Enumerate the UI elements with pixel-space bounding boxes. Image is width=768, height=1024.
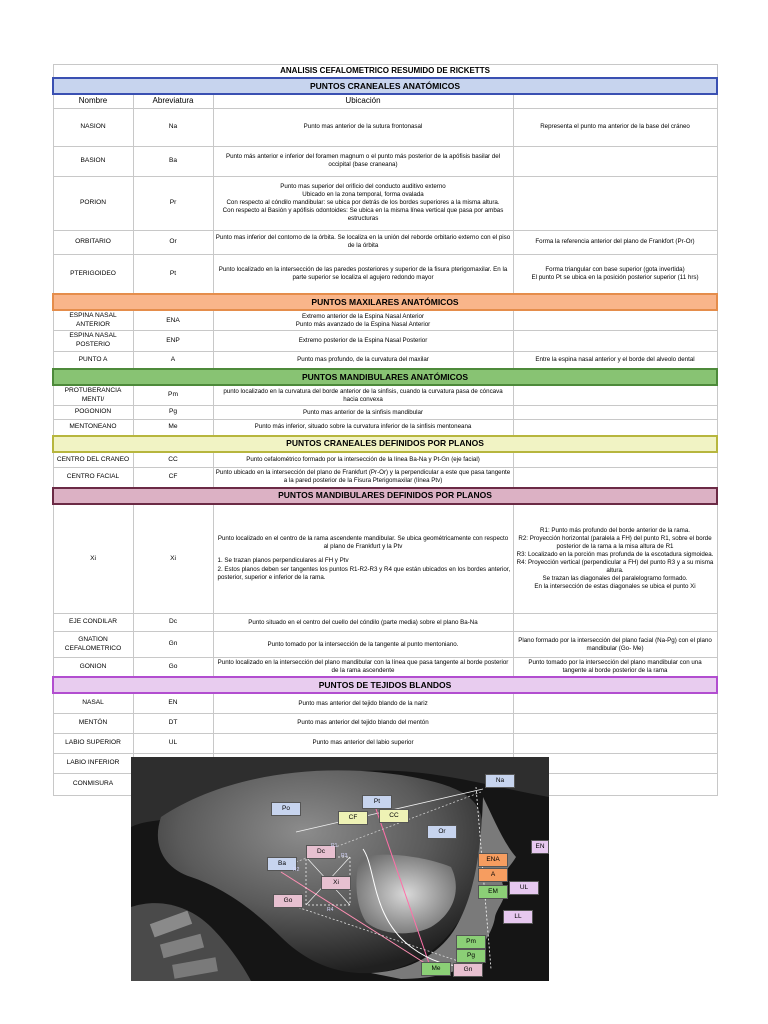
label-cc: CC <box>379 809 409 823</box>
xi-r3: R3: Localizado en la porción mas profunda de la escotadura sigmoidea. <box>516 550 714 558</box>
label-r4: R4 <box>327 907 334 913</box>
label-pg: Pg <box>456 949 486 963</box>
row-abbr: Pt <box>133 254 213 294</box>
row-abbr: CF <box>133 468 213 488</box>
row-location: Punto mas profundo, de la curvatura del maxilar <box>213 351 513 369</box>
xi-r1: R1: Punto más profundo del borde anterior de la rama. <box>540 526 690 534</box>
section-maxilares: PUNTOS MAXILARES ANATÓMICOS <box>53 294 717 310</box>
row-abbr: Me <box>133 420 213 436</box>
row-name: BASION <box>53 146 133 176</box>
row-note <box>513 331 717 351</box>
row-note <box>513 713 717 733</box>
header-nombre: Nombre <box>53 94 133 108</box>
row-name: PTERIGOIDEO <box>53 254 133 294</box>
table-row <box>53 614 717 632</box>
table-row <box>53 230 717 254</box>
row-name: GNATION CEFALOMETRICO <box>53 632 133 658</box>
label-ll: LL <box>503 910 533 924</box>
table-row <box>53 310 717 331</box>
row-location: Punto localizado en la intersección del plano mandibular con la línea que pasa tangente al borde posterior de la rama ascendente <box>213 658 513 678</box>
row-abbr: Na <box>133 108 213 146</box>
label-or: Or <box>427 825 457 839</box>
row-name: NASAL <box>53 693 133 713</box>
pterigoideo-note-2: El punto Pt se ubica en la posición posterior superior (11 hrs) <box>531 274 699 282</box>
label-pm: Pm <box>456 935 486 949</box>
ricketts-table <box>52 64 718 796</box>
label-gn: Gn <box>453 963 483 977</box>
label-r3: R3 <box>341 853 348 859</box>
row-abbr: ENA <box>133 310 213 331</box>
xi-r4: R4: Proyección vertical (perpendicular a FH) del punto R3 y a su misma altura. <box>516 558 714 574</box>
row-abbr: Pm <box>133 385 213 406</box>
row-note <box>513 693 717 713</box>
table-row <box>53 146 717 176</box>
row-location: Punto más inferior, situado sobre la curvatura inferior de la sinfisis mentoneana <box>213 420 513 436</box>
label-pt: Pt <box>362 795 392 809</box>
section-mandibulares: PUNTOS MANDIBULARES ANATÓMICOS <box>53 369 717 385</box>
porion-line-2: Ubicado en la zona temporal, forma ovalada <box>302 191 424 199</box>
table-row <box>53 406 717 420</box>
row-name: LABIO SUPERIOR <box>53 733 133 753</box>
label-a: A <box>478 868 508 882</box>
row-name: POGONION <box>53 406 133 420</box>
xi-description: Punto localizado en el centro de la rama ascendente mandibular. Se ubica geométricamente con respecto al plano de Frankfurt y la Ptv <box>217 534 509 550</box>
row-location: Punto mas anterior del labio superior <box>213 733 513 753</box>
page-title: ANALISIS CEFALOMETRICO RESUMIDO DE RICKETTS <box>53 65 717 79</box>
label-em: EM <box>478 885 508 899</box>
pterigoideo-note-1: Forma triangular con base superior (gota invertida) <box>545 265 685 273</box>
row-note <box>513 406 717 420</box>
row-abbr: CC <box>133 452 213 468</box>
table-row <box>53 420 717 436</box>
xi-step-1: 1. Se trazan planos perpendiculares al FH y Ptv <box>217 556 349 564</box>
row-location: Punto mas anterior de la sinfisis mandibular <box>213 406 513 420</box>
row-name: LABIO INFERIOR <box>53 753 133 773</box>
row-location: Punto mas anterior del tejido blando del mentón <box>213 713 513 733</box>
row-name: GONION <box>53 658 133 678</box>
row-name: Xi <box>53 504 133 614</box>
xi-step-2: 2. Estos planos deben ser tangentes los puntos R1-R2-R3 y R4 que están ubicados en los bordes anterior, posterior, superior e inferior de la rama. <box>217 565 511 581</box>
row-location <box>213 504 513 614</box>
row-note <box>513 452 717 468</box>
label-ba: Ba <box>267 857 297 871</box>
row-location: Punto ubicado en la intersección del plano de Frankfurt (Pr-Or) y la perpendicular a este que pasa tangente a la pared posterior de la Fisura Pterigomaxilar (línea Ptv) <box>213 468 513 488</box>
row-name: NASION <box>53 108 133 146</box>
row-abbr: Dc <box>133 614 213 632</box>
section-mandibulares-planos: PUNTOS MANDIBULARES DEFINIDOS POR PLANOS <box>53 488 717 504</box>
row-abbr: A <box>133 351 213 369</box>
section-planos: PUNTOS CRANEALES DEFINIDOS POR PLANOS <box>53 436 717 452</box>
porion-line-3: Con respecto al cóndilo mandibular: se ubica por detrás de los bordes superiores a la misma altura. <box>226 199 500 207</box>
row-note <box>513 176 717 230</box>
row-abbr: ENP <box>133 331 213 351</box>
ena-line-2: Punto más avanzado de la Espina Nasal Anterior <box>295 320 431 328</box>
row-abbr: Gn <box>133 632 213 658</box>
row-abbr: UL <box>133 733 213 753</box>
row-location <box>213 176 513 230</box>
label-me: Me <box>421 962 451 976</box>
row-abbr: EN <box>133 693 213 713</box>
row-note <box>513 254 717 294</box>
row-abbr: Ba <box>133 146 213 176</box>
table-row <box>53 733 717 753</box>
row-abbr: Go <box>133 658 213 678</box>
row-abbr: Or <box>133 230 213 254</box>
row-name: PORION <box>53 176 133 230</box>
row-location: Extremo posterior de la Espina Nasal Posterior <box>213 331 513 351</box>
row-name: ESPINA NASAL ANTERIOR <box>53 310 133 331</box>
label-en: EN <box>531 840 549 854</box>
xi-r2: R2: Proyección horizontal (paralela a FH) del punto R1, sobre el borde posterior de la rama a la misa altura de R1 <box>518 534 712 550</box>
table-row <box>53 504 717 614</box>
label-ena: ENA <box>478 853 508 867</box>
row-abbr: DT <box>133 713 213 733</box>
row-note: Plano formado por la intersección del plano facial (Na-Pg) con el plano mandibular (Go- Me) <box>513 632 717 658</box>
row-note <box>513 310 717 331</box>
cephalometric-xray <box>131 757 549 981</box>
table-row <box>53 658 717 678</box>
row-name: CENTRO DEL CRANEO <box>53 452 133 468</box>
table-row <box>53 351 717 369</box>
row-location: Punto situado en el centro del cuello del cóndilo (parte media) sobre el plano Ba-Na <box>213 614 513 632</box>
row-name: MENTÓN <box>53 713 133 733</box>
header-ubicacion: Ubicación <box>213 94 513 108</box>
table-row <box>53 468 717 488</box>
section-tejidos-blandos: PUNTOS DE TEJIDOS BLANDOS <box>53 677 717 693</box>
porion-line-1: Punto mas superior del orificio del conducto auditivo externo <box>280 183 446 191</box>
table-row <box>53 713 717 733</box>
ena-line-1: Extremo anterior de la Espina Nasal Anterior <box>301 312 425 320</box>
row-name: EJE CONDILAR <box>53 614 133 632</box>
label-na: Na <box>485 774 515 788</box>
table-row <box>53 108 717 146</box>
row-location: Punto localizado en la intersección de las paredes posteriores y superior de la fisura pterigomaxilar. En la parte superior se localiza el agujero redondo mayor <box>213 254 513 294</box>
label-r2: R2 <box>293 867 300 873</box>
xi-diagonals: Se trazan las diagonales del paralelogramo formado. <box>542 575 688 583</box>
table-row <box>53 176 717 230</box>
porion-line-4: Con respecto al Basión y apófisis odontoides: Se ubica en la misma línea vertical que pasa por ambas estructuras <box>222 207 504 223</box>
row-note <box>513 468 717 488</box>
row-note <box>513 614 717 632</box>
label-po: Po <box>271 802 301 816</box>
table-row <box>53 385 717 406</box>
row-name: MENTONEANO <box>53 420 133 436</box>
row-abbr: Pr <box>133 176 213 230</box>
row-note <box>513 504 717 614</box>
row-name: ORBITARIO <box>53 230 133 254</box>
table-row <box>53 693 717 713</box>
table-row <box>53 331 717 351</box>
row-note: Forma la referencia anterior del plano de Frankfort (Pr-Or) <box>513 230 717 254</box>
row-name: CENTRO FACIAL <box>53 468 133 488</box>
row-note <box>513 420 717 436</box>
section-craneales-anatomicos: PUNTOS CRANEALES ANATÓMICOS <box>53 78 717 94</box>
table-row <box>53 632 717 658</box>
ricketts-table-sheet <box>52 64 716 796</box>
row-location: Punto tomado por la intersección de la tangente al punto mentoniano. <box>213 632 513 658</box>
xi-intersection: En la intersección de estas diagonales se ubica el punto Xi <box>534 583 696 591</box>
header-abreviatura: Abreviatura <box>133 94 213 108</box>
label-ul: UL <box>509 881 539 895</box>
row-abbr: Xi <box>133 504 213 614</box>
row-abbr: Pg <box>133 406 213 420</box>
label-r1: R1 <box>331 843 338 849</box>
row-note: Entre la espina nasal anterior y el borde del alveolo dental <box>513 351 717 369</box>
row-note <box>513 146 717 176</box>
label-go: Go <box>273 894 303 908</box>
row-location: Punto cefalométrico formado por la intersección de la línea Ba-Na y Pt-Gn (eje facial) <box>213 452 513 468</box>
row-name: CONMISURA <box>53 773 133 795</box>
row-note: Punto tomado por la intersección del plano mandibular con una tangente al borde posterior de la rama <box>513 658 717 678</box>
row-location: Punto mas anterior del tejido blando de la nariz <box>213 693 513 713</box>
row-location: Punto más anterior e inferior del foramen magnum o el punto más posterior de la apófisis basilar del occipital (base craneana) <box>213 146 513 176</box>
row-location: Punto mas anterior de la sutura frontonasal <box>213 108 513 146</box>
header-extra <box>513 94 717 108</box>
row-note <box>513 733 717 753</box>
row-name: PUNTO A <box>53 351 133 369</box>
table-row <box>53 452 717 468</box>
label-xi: Xi <box>321 876 351 890</box>
row-note <box>513 385 717 406</box>
row-location: Punto mas inferior del contorno de la órbita. Se localiza en la unión del reborde orbitario externo con el piso de la órbita <box>213 230 513 254</box>
label-cf: CF <box>338 811 368 825</box>
row-name: ESPINA NASAL POSTERIO <box>53 331 133 351</box>
table-row <box>53 254 717 294</box>
xi-steps <box>218 557 511 582</box>
label-dc: Dc <box>306 845 336 859</box>
row-location: punto localizado en la curvatura del borde anterior de la sinfisis, cuando la curvatura pasa de cóncava hacia convexa <box>213 385 513 406</box>
row-name: PROTUBERANCIA MENTI/ <box>53 385 133 406</box>
row-note: Representa el punto ma anterior de la base del cráneo <box>513 108 717 146</box>
row-location <box>213 310 513 331</box>
